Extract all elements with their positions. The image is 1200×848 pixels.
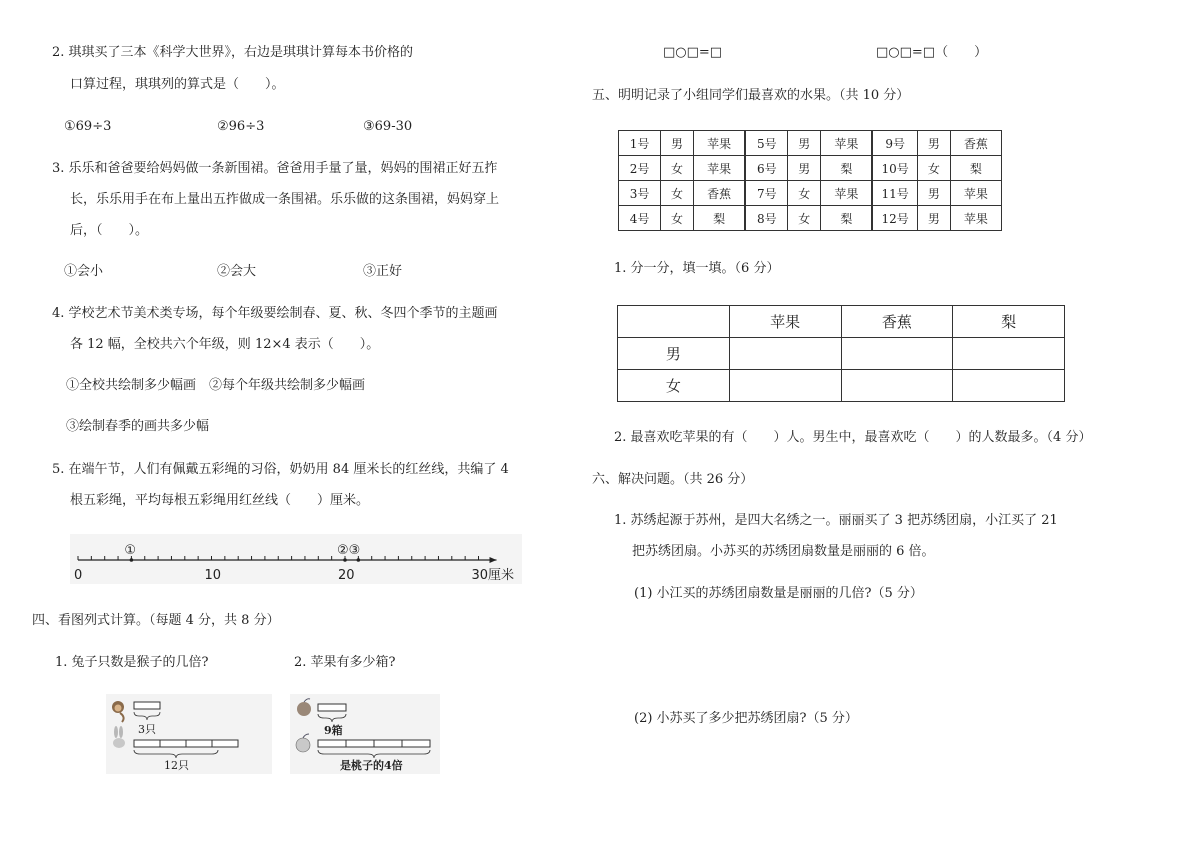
- section6-title: 六、解决问题。（共 26 分）: [592, 472, 754, 487]
- section4-title: 四、看图列式计算。（每题 4 分，共 8 分）: [32, 613, 280, 628]
- fruit-cell: 苹果: [694, 131, 746, 156]
- number-line-tick-label: 0: [74, 568, 83, 583]
- peach-apple-diagram: [290, 694, 440, 774]
- fruit-cell: 6号: [745, 156, 788, 181]
- q4-line1: 4. 学校艺术节美术类专场，每个年级要绘制春、夏、秋、冬四个季节的主题画: [52, 306, 498, 321]
- number-line-tick-label: 30厘米: [471, 568, 515, 583]
- fruit-cell: 1号: [619, 131, 661, 156]
- number-line-point: [130, 558, 134, 562]
- q4-option-line2: ③绘制春季的画共多少幅: [66, 419, 210, 434]
- s4-q2-text: 2. 苹果有多少箱?: [294, 655, 396, 670]
- tally-header-cell: [618, 306, 730, 338]
- s5-q2: 2. 最喜欢吃苹果的有（ ）人。男生中，最喜欢吃（ ）的人数最多。（4 分）: [614, 430, 1092, 445]
- marker-2-3: ②③: [337, 543, 361, 558]
- fruit-cell: 12号: [872, 206, 917, 231]
- tally-row: [618, 338, 1065, 370]
- fruit-cell: 9号: [872, 131, 917, 156]
- fruit-cell: 女: [788, 206, 821, 231]
- fruit-row: [619, 206, 1002, 231]
- tally-answer-cell[interactable]: [841, 370, 953, 402]
- q2-option-3: ③69-30: [363, 119, 413, 134]
- fruit-cell: 苹果: [821, 131, 873, 156]
- fruit-cell: 香蕉: [694, 181, 746, 206]
- tally-row: [618, 370, 1065, 402]
- fruit-row: [619, 156, 1002, 181]
- rabbit-icon: [113, 726, 125, 748]
- fruit-cell: 8号: [745, 206, 788, 231]
- number-line: [70, 534, 530, 586]
- q3-option-2: ②会大: [217, 264, 257, 279]
- s6-sub1: (1) 小江买的苏绣团扇数量是丽丽的几倍?（5 分）: [634, 586, 923, 601]
- fruit-cell: 男: [661, 131, 694, 156]
- number-line-tick-label: 10: [204, 568, 222, 583]
- fruit-cell: 男: [917, 131, 950, 156]
- fruit-cell: 苹果: [821, 181, 873, 206]
- tally-table: [617, 305, 1065, 402]
- fruit-record-table: [618, 130, 1002, 231]
- s6-q1-line2: 把苏绣团扇。小苏买的苏绣团扇数量是丽丽的 6 倍。: [632, 544, 935, 559]
- q3-line3: 后，（ ）。: [70, 223, 149, 238]
- tally-header-cell: 苹果: [729, 306, 841, 338]
- tally-row-label: 女: [618, 370, 730, 402]
- number-line-point: [357, 558, 361, 562]
- fruit-row: [619, 131, 1002, 156]
- monkey-icon: [112, 701, 124, 722]
- fruit-cell: 男: [788, 156, 821, 181]
- q3-line1: 3. 乐乐和爸爸要给妈妈做一条新围裙。爸爸用手量了量，妈妈的围裙正好五拃: [52, 161, 498, 176]
- fruit-cell: 男: [788, 131, 821, 156]
- tally-answer-cell[interactable]: [729, 338, 841, 370]
- fruit-cell: 苹果: [694, 156, 746, 181]
- tally-answer-cell[interactable]: [841, 338, 953, 370]
- formula-1: □○□=□: [663, 45, 723, 60]
- fruit-cell: 女: [661, 156, 694, 181]
- s5-q1: 1. 分一分，填一填。（6 分）: [614, 261, 780, 276]
- fruit-cell: 3号: [619, 181, 661, 206]
- s4-q1-text: 1. 兔子只数是猴子的几倍?: [55, 655, 209, 670]
- fruit-cell: 女: [661, 206, 694, 231]
- tally-header-cell: 梨: [953, 306, 1065, 338]
- fruit-cell: 男: [917, 206, 950, 231]
- monkey-label: 3只: [138, 723, 156, 736]
- monkey-rabbit-diagram: [106, 694, 272, 774]
- q2-line2: 口算过程，琪琪列的算式是（ ）。: [70, 77, 285, 92]
- tally-header-cell: 香蕉: [841, 306, 953, 338]
- fruit-row: [619, 181, 1002, 206]
- q2-option-2: ②96÷3: [217, 119, 265, 134]
- section5-title: 五、明明记录了小组同学们最喜欢的水果。（共 10 分）: [592, 88, 910, 103]
- fruit-cell: 梨: [694, 206, 746, 231]
- q5-line2: 根五彩绳，平均每根五彩绳用红丝线（ ）厘米。: [70, 493, 370, 508]
- fruit-cell: 11号: [872, 181, 917, 206]
- s6-q1-line1: 1. 苏绣起源于苏州，是四大名绣之一。丽丽买了 3 把苏绣团扇，小江买了 21: [614, 513, 1058, 528]
- peach-label: 9箱: [324, 724, 343, 737]
- apple-icon: [296, 734, 310, 752]
- q4-line2: 各 12 幅，全校共六个年级，则 12×4 表示（ ）。: [70, 337, 380, 352]
- marker-1: ①: [124, 543, 137, 558]
- tally-answer-cell[interactable]: [953, 338, 1065, 370]
- q2-line1: 2. 琪琪买了三本《科学大世界》，右边是琪琪计算每本书价格的: [52, 45, 414, 60]
- fruit-cell: 4号: [619, 206, 661, 231]
- fruit-cell: 女: [788, 181, 821, 206]
- fruit-cell: 5号: [745, 131, 788, 156]
- tally-row-label: 男: [618, 338, 730, 370]
- fruit-cell: 香蕉: [950, 131, 1001, 156]
- fruit-cell: 男: [917, 181, 950, 206]
- fruit-cell: 苹果: [950, 206, 1001, 231]
- q5-line1: 5. 在端午节，人们有佩戴五彩绳的习俗，奶奶用 84 厘米长的红丝线，共编了 4: [52, 462, 509, 477]
- rabbit-label: 12只: [164, 759, 189, 772]
- s6-sub2: (2) 小苏买了多少把苏绣团扇?（5 分）: [634, 711, 858, 726]
- fruit-cell: 女: [661, 181, 694, 206]
- fruit-cell: 苹果: [950, 181, 1001, 206]
- fruit-cell: 女: [917, 156, 950, 181]
- q4-option-line1: ①全校共绘制多少幅画 ②每个年级共绘制多少幅画: [66, 378, 366, 393]
- number-line-point: [343, 558, 347, 562]
- fruit-cell: 梨: [821, 156, 873, 181]
- fruit-cell: 2号: [619, 156, 661, 181]
- tally-answer-cell[interactable]: [953, 370, 1065, 402]
- q3-option-3: ③正好: [363, 264, 403, 279]
- formula-2: □○□=□（ ）: [876, 45, 988, 60]
- q3-option-1: ①会小: [64, 264, 104, 279]
- fruit-cell: 10号: [872, 156, 917, 181]
- tally-answer-cell[interactable]: [729, 370, 841, 402]
- q3-line2: 长，乐乐用手在布上量出五拃做成一条围裙。乐乐做的这条围裙，妈妈穿上: [70, 192, 500, 207]
- fruit-cell: 梨: [950, 156, 1001, 181]
- number-line-tick-label: 20: [338, 568, 355, 583]
- peach-icon: [297, 699, 311, 716]
- apple-label: 是桃子的4倍: [340, 759, 403, 772]
- tally-header-row: [618, 306, 1065, 338]
- fruit-cell: 梨: [821, 206, 873, 231]
- fruit-cell: 7号: [745, 181, 788, 206]
- q2-option-1: ①69÷3: [64, 119, 112, 134]
